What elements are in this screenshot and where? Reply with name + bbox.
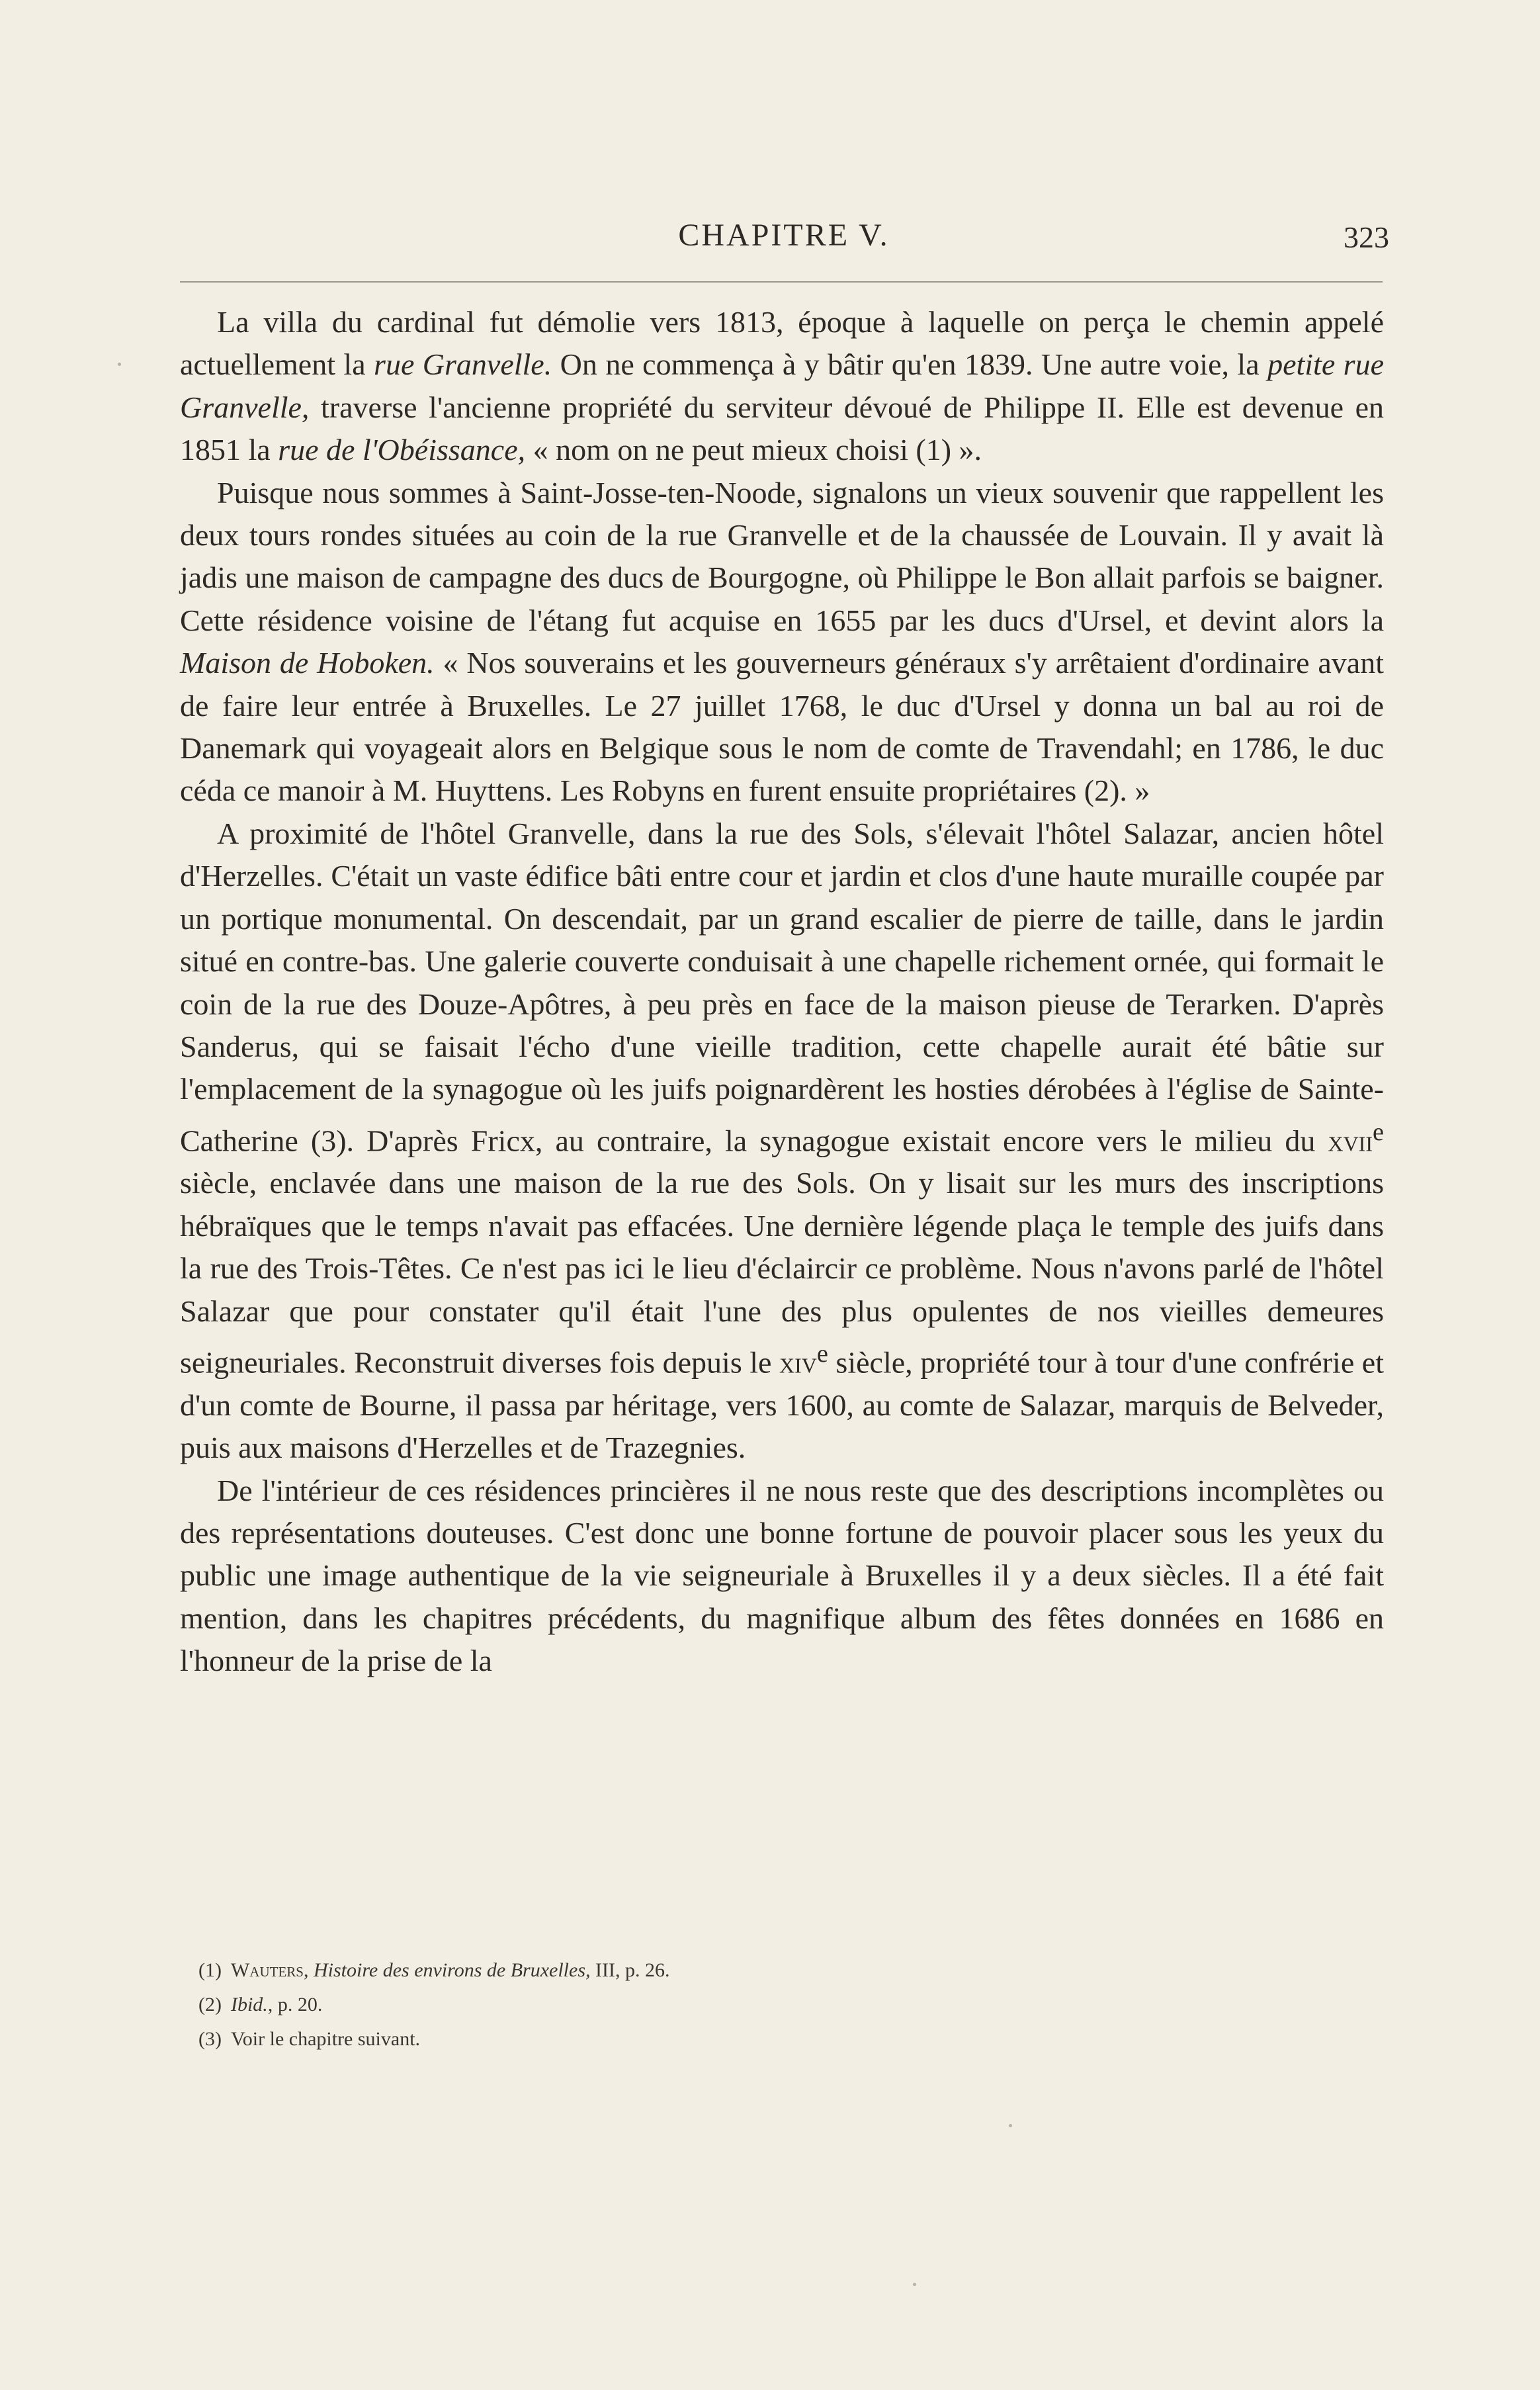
text-run: A proximité de l'hôtel Granvelle, dans la rue des Sols, s'élevait l'hôtel Salazar, ancien hôtel d'Herzelles. C'était un vaste édifice bâti entre cour et jardin et clos d'une haute muraille coupée par un portique monumental. On descendait, par un grand escalier de pierre de taille, dans le jardin situé en contre-bas. Une galerie couverte conduisait à une chapelle richement ornée, qui formait le coin de la rue des Douze-Apôtres, à peu près en face de la maison pieuse de Terarken. D'après Sanderus, qui se faisait l'écho d'une vieille tradition, cette chapelle aurait été bâtie sur l'emplacement de la synagogue où les juifs poignardèrent les hosties dérobées à l'église de Sainte-Catherine (3). D'après Fricx, au contraire, la synagogue existait encore vers le milieu du (180, 816, 1384, 1158)
footnote-text: p. 20. (273, 1994, 323, 2015)
superscript: e (1372, 1118, 1384, 1146)
footnote-3 (198, 2022, 1383, 2057)
century-numeral: xvii (1328, 1124, 1373, 1158)
text-run: traverse l'ancienne propriété du serviteur dévoué de Philippe II. Elle est devenue en 1851 la (180, 390, 1384, 467)
superscript: e (816, 1340, 828, 1368)
paper-speck (913, 2283, 916, 2286)
footnote-title: Histoire des environs de Bruxelles, (313, 1959, 591, 1981)
text-run: Puisque nous sommes à Saint-Josse-ten-Noode, signalons un vieux souvenir que rappellent les deux tours rondes situées au coin de la rue Granvelle et de la chaussée de Louvain. Il y avait là jadis une maison de campagne des ducs de Bourgogne, où Philippe le Bon allait parfois se baigner. Cette résidence voisine de l'étang fut acquise en 1655 par les ducs d'Ursel, et devint alors la (180, 475, 1384, 637)
text-run: siècle, propriété tour à tour d'une confrérie et d'un comte de Bourne, il passa par héritage, vers 1600, au comte de Salazar, marquis de Belveder, puis aux maisons d'Herzelles et de Trazegnies. (180, 1345, 1384, 1465)
italic-street-name: rue de l'Obéissance, (278, 433, 526, 467)
footnote-title: Ibid., (230, 1994, 273, 2015)
text-run: La villa du cardinal fut démolie vers 1813, époque à laquelle on perça le chemin appelé actuellement la (180, 305, 1384, 382)
footnote-number: (1) (198, 1959, 222, 1981)
running-head (179, 210, 1389, 263)
body-text (180, 301, 1384, 1683)
paragraph-3 (180, 813, 1384, 1470)
chapter-title: CHAPITRE V. (678, 218, 890, 253)
footnotes (198, 1953, 1383, 2057)
page-number: 323 (1344, 220, 1389, 254)
italic-house-name: Maison de Hoboken. (180, 646, 435, 680)
paper-speck (118, 363, 121, 366)
text-run: « Nos souverains et les gouverneurs généraux s'y arrêtaient d'ordinaire avant de faire leur entrée à Bruxelles. Le 27 juillet 1768, le duc d'Ursel y donna un bal au roi de Danemark qui voyageait alors en Belgique sous le nom de comte de Travendahl; en 1786, le duc céda ce manoir à M. Huyttens. Les Robyns en furent ensuite propriétaires (2). » (180, 646, 1384, 808)
italic-street-name: petite rue Granvelle, (180, 347, 1384, 424)
century-numeral: xiv (779, 1345, 817, 1380)
footnote-1 (198, 1953, 1383, 1988)
paragraph-1 (180, 301, 1384, 472)
text-run: siècle, enclavée dans une maison de la rue des Sols. On y lisait sur les murs des inscriptions hébraïques que le temps n'avait pas effacées. Une dernière légende plaça le temple des juifs dans la rue des Trois-Têtes. Ce n'est pas ici le lieu d'éclaircir ce problème. Nous n'avons parlé de l'hôtel Salazar que pour constater qu'il était l'une des plus opulentes de nos vieilles demeures seigneuriales. Reconstruit diverses fois depuis le (180, 1166, 1384, 1380)
text-run: On ne commença à y bâtir qu'en 1839. Une autre voie, la (552, 347, 1268, 382)
italic-street-name: rue Granvelle. (374, 347, 552, 382)
text-run: De l'intérieur de ces résidences princières il ne nous reste que des descriptions incomplètes ou des représentations douteuses. C'est donc une bonne fortune de pouvoir placer sous les yeux du public une image authentique de la vie seigneuriale à Bruxelles il y a deux siècles. Il a été fait mention, dans les chapitres précédents, du magnifique album des fêtes données en 1686 en l'honneur de la prise de la (180, 1473, 1384, 1678)
footnote-text: Voir le chapitre suivant. (230, 2028, 421, 2050)
text-run: « nom on ne peut mieux choisi (1) ». (525, 433, 982, 467)
paper-speck (1009, 2124, 1012, 2127)
header-rule (180, 281, 1383, 283)
paragraph-4 (180, 1470, 1384, 1683)
footnote-number: (2) (198, 1994, 222, 2015)
footnote-author: Wauters, (230, 1959, 309, 1981)
footnote-2 (198, 1988, 1383, 2022)
paragraph-2 (180, 472, 1384, 813)
footnote-number: (3) (198, 2028, 222, 2050)
footnote-text: III, p. 26. (590, 1959, 670, 1981)
